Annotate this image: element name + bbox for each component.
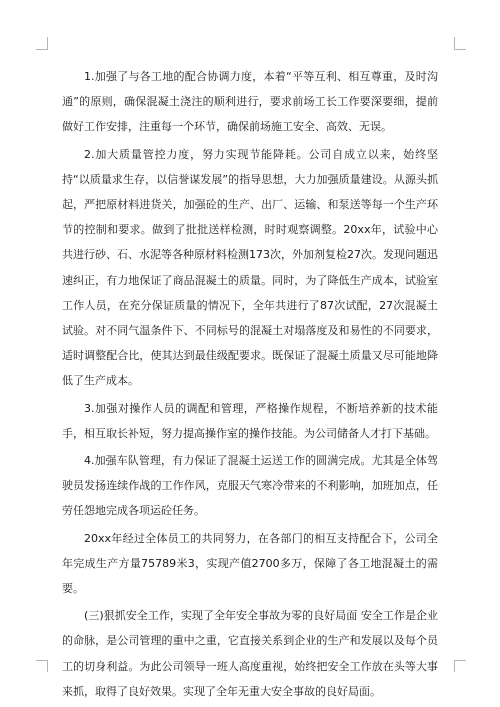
paragraph-safety-work: (三)狠抓安全工作，实现了全年安全事故为零的良好局面 安全工作是企业的命脉，是公司管理的重中之重，它直接关系到企业的生产和发展以及每个员工的切身利益。为此公司领导一班人高度重视，始终把安全工作放在头等大事来抓，取得了良好效果。实现了全年无重大安全事故的良好局面。 bbox=[62, 609, 438, 698]
paragraph-fleet-management: 4.加强车队管理，有力保证了混凝土运送工作的圆满完成。尤其是全体驾驶员发扬连续作战的工作作风，克服天气寒冷带来的不利影响，加班加点，任劳任怨地完成各项运砼任务。 bbox=[62, 454, 438, 518]
paragraph-quality-control: 2.加大质量管控力度，努力实现节能降耗。公司自成立以来，始终坚持“以质量求生存，以信誉谋发展”的指导思想，大力加强质量建设。从源头抓起，严把原材料进货关，加强砼的生产、出厂、运输、和泵送等每一个生产环节的控制和要求。做到了批批送样检测，时时观察调整。20xx年，试验中心共进行砂、石、水泥等各种原材料检测173次，外加剂复检27次。发现问题迅速纠正，有力地保证了商品混凝土的质量。同时，为了降低生产成本，试验室工作人员，在充分保证质量的情况下，全年共进行了87次试配，27次混凝土试验。对不同气温条件下、不同标号的混凝土对塌落度及和易性的不同要求，适时调整配合比，使其达到最佳级配要求。既保证了混凝土质量又尽可能地降低了生产成本。 bbox=[62, 147, 438, 388]
paragraph-coordination: 1.加强了与各工地的配合协调力度，本着“平等互利、相互尊重，及时沟通”的原则，确保混凝土浇注的顺利进行，要求前场工长工作要深要细，提前做好工作安排，注重每一个环节，确保前场施工安全、高效、无误。 bbox=[62, 70, 438, 134]
paragraph-annual-output: 20xx年经过全体员工的共同努力，在各部门的相互支持配合下，公司全年完成生产方量75789米3，实现产值2700多万，保障了各工地混凝土的需要。 bbox=[62, 531, 438, 596]
paragraph-operator-management: 3.加强对操作人员的调配和管理，严格操作规程，不断培养新的技术能手，相互取长补短，努力提高操作室的操作技能。为公司储备人才打下基础。 bbox=[62, 401, 438, 440]
document-body bbox=[62, 64, 438, 704]
